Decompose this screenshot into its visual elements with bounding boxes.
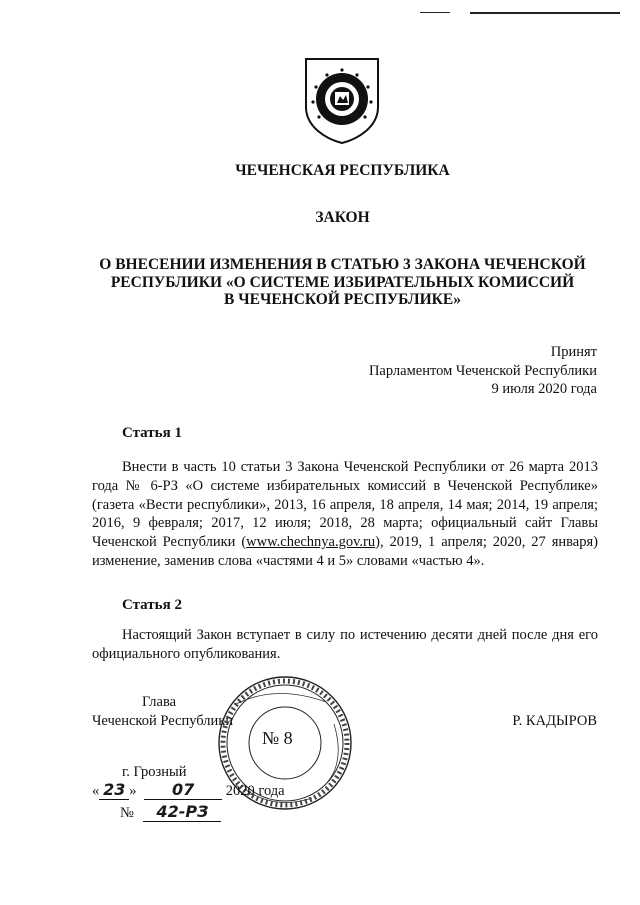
law-title-line: В ЧЕЧЕНСКОЙ РЕСПУБЛИКЕ» [224,291,461,308]
article-2-title: Статья 2 [122,597,182,613]
article-1-text-part: ), 2019, 1 апреля; 2020, 27 января) изменение, заменив слова «частями 4 и 5» словами «частью 4». [92,534,598,569]
article-1-text-part: Внести в часть 10 статьи 3 Закона Чеченской Республики от 26 марта 2013 года № 6-РЗ «О системе избирательных комиссий в Чеченской Республике» (газета «Вести республики», 2013, 16 апреля, 18 апреля, 14 мая; 2014, 19 апреля; 2016, 9 февраля; 2017, 12 июля; 2018, 28 марта; официальный сайт Главы Чеченской Республики ( [92,459,598,551]
position-line: Чеченской Республики [92,713,234,729]
handwritten-month: 07 [144,780,222,800]
date-year: 2020 года [225,783,285,799]
article-2-text: Настоящий Закон вступает в силу по истечению десяти дней после дня его официального опубликования. [92,627,598,662]
adopted-label: Принят [550,344,597,360]
signatory-position [92,693,233,731]
region-heading: ЧЕЧЕНСКАЯ РЕСПУБЛИКА [235,162,450,179]
article-1-text [92,458,598,571]
official-site-link[interactable]: www.chechnya.gov.ru [246,534,376,551]
law-number [120,802,221,822]
signing-date [92,780,285,800]
handwritten-day: 23 [99,780,129,800]
scan-artifact-line [420,12,450,13]
coat-of-arms-emblem [302,55,382,145]
date-close-quote: » [129,783,137,799]
adopted-by: Парламентом Чеченской Республики [368,362,597,379]
adoption-block [369,343,597,399]
law-title [60,256,625,309]
scan-artifact-line [470,12,620,14]
adopted-date: 9 июля 2020 года [491,381,597,397]
number-label: № [120,805,134,821]
place-of-signing: г. Грозный [122,764,187,780]
law-title-line: О ВНЕСЕНИИ ИЗМЕНЕНИЯ В СТАТЬЮ 3 ЗАКОНА ЧЕЧЕНСКОЙ [99,256,586,273]
article-1-title: Статья 1 [122,425,182,441]
signatory-name: Р. КАДЫРОВ [512,713,597,729]
date-open-quote: « [92,783,100,799]
position-line: Глава [142,694,177,710]
seal-number: № 8 [262,728,293,748]
handwritten-law-number: 42-РЗ [143,802,221,822]
law-title-line: РЕСПУБЛИКИ «О СИСТЕМЕ ИЗБИРАТЕЛЬНЫХ КОМИССИЙ [110,273,575,291]
document-type-heading: ЗАКОН [315,209,370,226]
